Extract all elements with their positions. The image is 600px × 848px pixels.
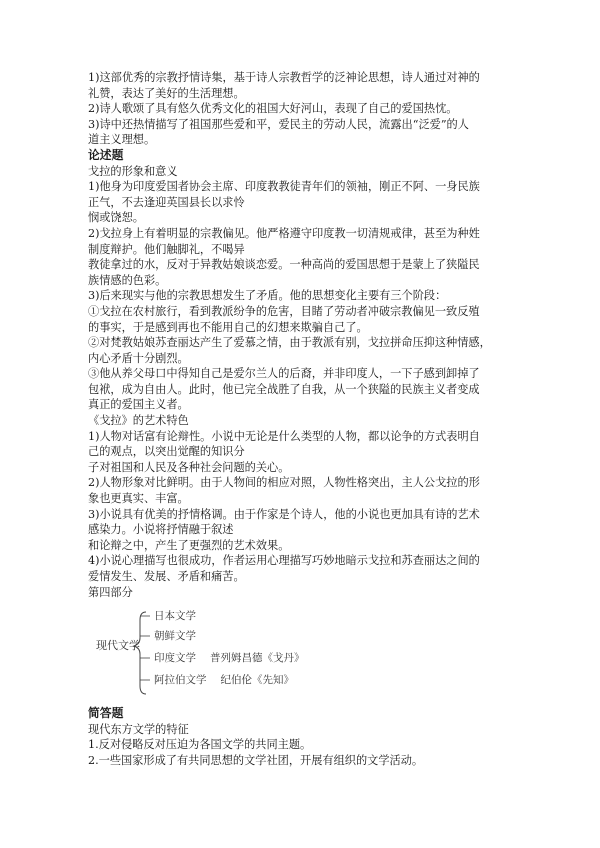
diagram-item-work: 纪伯伦《先知》 (220, 674, 294, 687)
diagram-item-label: 朝鲜文学 (154, 630, 196, 643)
diagram-root: 现代文学 (96, 639, 140, 653)
text-line: 礼赞，表达了美好的生活理想。 (88, 86, 245, 100)
text-line: ③他从养父母口中得知自己是爱尔兰人的后裔，并非印度人，一下子感到卸掉了 (88, 367, 480, 381)
text-line: 悯或饶恕。 (88, 211, 144, 225)
short-answer-section (88, 706, 518, 768)
text-line: 2)戈拉身上有着明显的宗教偏见。他严格遵守印度教一切清规戒律，甚至为种姓 (88, 226, 480, 240)
text-line: 2)人物形象对比鲜明。由于人物间的相应对照，人物性格突出，主人公戈拉的形 (88, 476, 480, 490)
diagram-item (154, 673, 294, 689)
text-line: 2)诗人歌颂了具有悠久优秀文化的祖国大好河山，表现了自己的爱国热忱。 (88, 102, 458, 116)
text-line: 现代东方文学的特征 (88, 722, 189, 736)
text-line: 内心矛盾十分剧烈。 (88, 351, 189, 365)
diagram-item-label: 日本文学 (154, 610, 196, 623)
text-line: 3)后来现实与他的宗教思想发生了矛盾。他的思想变化主要有三个阶段： (88, 289, 447, 303)
text-line: 道主义理想。 (88, 133, 156, 147)
text-line: 第四部分 (88, 585, 133, 599)
text-line: 和论辩之中，产生了更强烈的艺术效果。 (88, 538, 290, 552)
text-line: 包袱，成为自由人。此时，他已完全战胜了自我，从一个狭隘的民族主义者变成 (88, 382, 480, 396)
text-line: 爱情发生、发展、矛盾和痛苦。 (88, 570, 245, 583)
text-line: 制度辩护。他们触脚礼，不喝异 (88, 242, 245, 256)
section-heading: 论述题 (88, 147, 124, 162)
text-line: 正气，不去逢迎英国县长以求怜 (88, 195, 245, 209)
text-line: 己的观点，以突出觉醒的知识分 (88, 445, 245, 459)
text-line: 真正的爱国主义者。 (88, 398, 189, 412)
text-line: 1)人物对话富有论辩性。小说中无论是什么类型的人物，都以论争的方式表明自 (88, 429, 480, 443)
text-line: 戈拉的形象和意义 (88, 164, 178, 178)
text-line: 象也更真实、丰富。 (88, 492, 189, 506)
diagram-item-label: 印度文学 (154, 652, 196, 665)
text-line: 1.反对侵略反对压迫为各国文学的共同主题。 (88, 738, 312, 752)
text-line: 族情感的色彩。 (88, 273, 167, 287)
text-line: 2.一些国家形成了有共同思想的文学社团，开展有组织的文学活动。 (88, 753, 424, 767)
diagram-item-label: 阿拉伯文学 (154, 674, 207, 687)
text-line: 的事实，于是感到再也不能用自己的幻想来欺骗自己了。 (88, 320, 368, 334)
essay-section (88, 148, 518, 600)
text-line: 3)诗中还热情描写了祖国那些爱和平，爱民主的劳动人民，流露出“泛爱”的人 (88, 117, 469, 131)
diagram-item (154, 651, 305, 667)
text-line: 1)他身为印度爱国者协会主席、印度教教徒青年们的领袖，刚正不阿、一身民族 (88, 180, 480, 194)
diagram-item-work: 普列姆昌德《戈丹》 (210, 652, 305, 665)
text-line: 3)小说具有优美的抒情格调。由于作家是个诗人，他的小说也更加具有诗的艺术 (88, 507, 480, 521)
intro-section (88, 70, 518, 148)
text-line: ①戈拉在农村旅行，看到教派纷争的危害，目睹了劳动者冲破宗教偏见一致反殖 (88, 304, 480, 318)
section-heading: 简答题 (88, 706, 124, 721)
literature-tree-diagram (88, 606, 518, 698)
document-body (88, 70, 518, 769)
text-line: ②对梵教姑娘苏查丽达产生了爱慕之情，由于教派有别，戈拉拼命压抑这种情感， (88, 336, 491, 350)
text-line: 4)小说心理描写也很成功，作者运用心理描写巧妙地暗示戈拉和苏查丽达之间的 (88, 554, 480, 568)
text-line: 《戈拉》的艺术特色 (88, 414, 189, 428)
text-line: 感染力。小说将抒情融于叙述 (88, 523, 234, 537)
text-line: 教徒拿过的水，反对于异教姑娘谈恋爱。一种高尚的爱国思想于是蒙上了狭隘民 (88, 258, 480, 272)
diagram-item (154, 609, 196, 625)
diagram-item (154, 629, 196, 645)
text-line: 1)这部优秀的宗教抒情诗集，基于诗人宗教哲学的泛神论思想，诗人通过对神的 (88, 71, 480, 84)
text-line: 子对祖国和人民及各种社会问题的关心。 (88, 460, 290, 474)
